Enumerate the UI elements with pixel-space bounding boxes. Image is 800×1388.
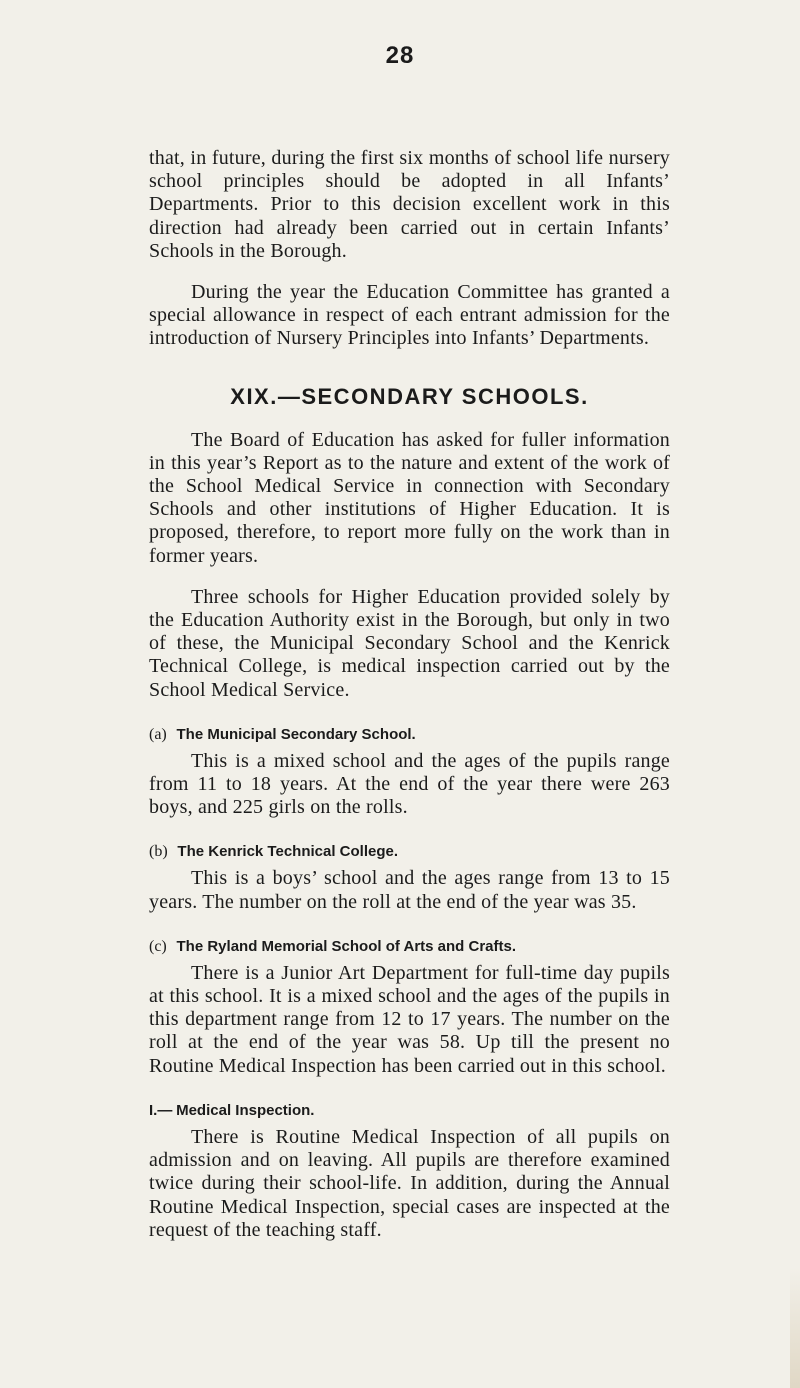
- school-a-label: (a): [149, 725, 167, 743]
- school-b-title: The Kenrick Technical College.: [177, 843, 399, 861]
- section-paragraph-2: Three schools for Higher Education provided solely by the Education Authority exist in the Borough, but only in two of these, the Municipal Secondary School and the Kenrick Technical College, is medical inspection carried out by the School Medical Service.: [149, 585, 670, 701]
- scan-edge-shading: [790, 1268, 800, 1388]
- school-a-title: The Municipal Secondary School.: [176, 725, 416, 743]
- school-c-label: (c): [149, 937, 167, 955]
- school-b-label: (b): [149, 843, 168, 861]
- page-content: [149, 147, 670, 1242]
- medical-inspection-title: Medical Inspection.: [176, 1101, 315, 1119]
- allowance-paragraph: During the year the Education Committee has granted a special allowance in respect of each entrant admission for the introduction of Nursery Principles into Infants’ Departments.: [149, 281, 670, 350]
- school-b-heading: [149, 841, 670, 863]
- school-c-text: There is a Junior Art Department for full-time day pupils at this school. It is a mixed school and the ages of the pupils in this department range from 12 to 17 years. The number on the roll at the end of the year was 58. Up till the present no Routine Medical Inspection has been carried out in this school.: [149, 961, 670, 1077]
- school-a-text: This is a mixed school and the ages of the pupils range from 11 to 18 years. At the end of the year there were 263 boys, and 225 girls on the rolls.: [149, 749, 670, 819]
- medical-inspection-heading: [149, 1100, 670, 1122]
- school-b-text: This is a boys’ school and the ages range from 13 to 15 years. The number on the roll at the end of the year was 35.: [149, 867, 670, 913]
- page-number: 28: [385, 42, 415, 69]
- school-c-title: The Ryland Memorial School of Arts and Crafts.: [176, 937, 517, 955]
- section-paragraph-1: The Board of Education has asked for fuller information in this year’s Report as to the nature and extent of the work of the School Medical Service in connection with Secondary Schools and other institutions of Higher Education. It is proposed, therefore, to report more fully on the work than in former years.: [149, 428, 670, 567]
- school-c-heading: [149, 936, 670, 958]
- school-a-heading: [149, 724, 670, 746]
- intro-paragraph: that, in future, during the first six months of school life nursery school principles should be adopted in all Infants’ Departments. Prior to this decision excellent work in this direction had already been carried out in certain Infants’ Schools in the Borough.: [149, 147, 670, 262]
- medical-inspection-label: I.—: [149, 1101, 173, 1119]
- medical-inspection-text: There is Routine Medical Inspection of all pupils on admission and on leaving. All pupils are therefore examined twice during their school-life. In addition, during the Annual Routine Medical Inspection, special cases are inspected at the request of the teaching staff.: [149, 1125, 670, 1241]
- section-heading: XIX.—SECONDARY SCHOOLS.: [230, 383, 589, 409]
